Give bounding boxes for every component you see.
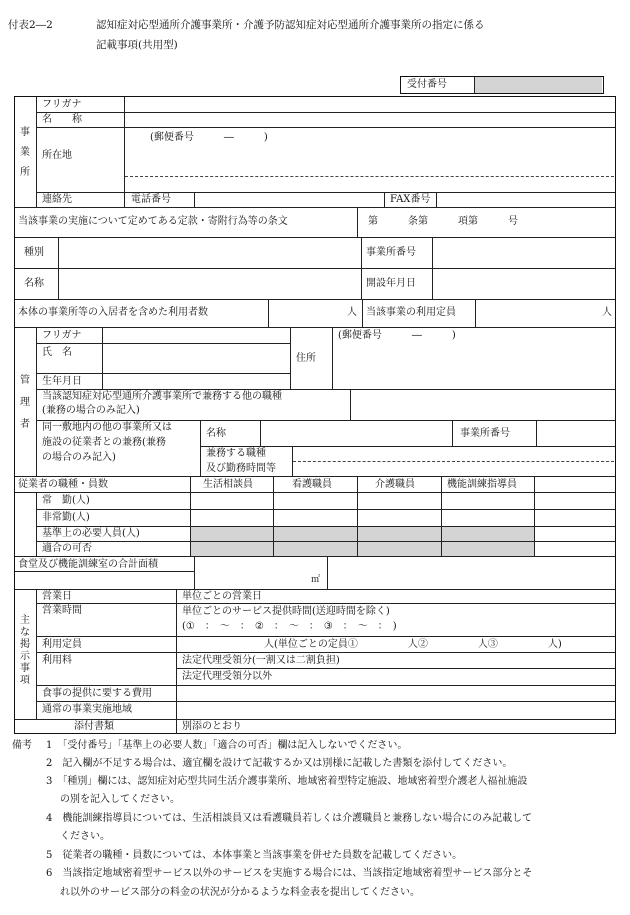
manager-section-label-3: 者 — [20, 419, 30, 430]
business-name-label: 名称 — [24, 278, 44, 289]
office-postal-code: (郵便番号 ― ) — [150, 132, 268, 143]
form-title-line1: 認知症対応型通所介護事業所・介護予防認知症対応型通所介護事業所の指定に係る — [96, 19, 485, 31]
staff-row-required: 基準上の必要人員(人) — [42, 528, 140, 539]
manager-postal-code: (郵便番号 ― ) — [338, 330, 456, 341]
business-days-value: 単位ごとの営業日 — [182, 591, 262, 602]
fee-label: 利用料 — [42, 655, 72, 666]
manager-section-label-2: 理 — [20, 397, 30, 408]
attachment-value: 別添のとおり — [182, 721, 242, 732]
receipt-number-label: 受付番号 — [407, 79, 447, 90]
manager-address-label: 住所 — [296, 353, 316, 364]
other-facility-label-3: の場合のみ記入) — [42, 452, 116, 463]
rules-label: 当該事業の実施について定めてある定款・寄附行為等の条文 — [18, 216, 288, 227]
rules-article: 第 条第 項第 号 — [368, 216, 518, 227]
office-phone-label: 電話番号 — [131, 194, 171, 205]
note-4a: 4 機能訓練指導員については、生活相談員又は看護職員若しくは介護職員と兼務しない場合にのみ記載して — [46, 813, 533, 824]
office-name-label: 名 称 — [42, 114, 82, 125]
office-section-label-3: 所 — [20, 167, 30, 178]
area-unit: ㎡ — [311, 575, 321, 585]
staff-row-parttime: 非常勤(人) — [42, 512, 90, 523]
office-fax-label: FAX番号 — [390, 194, 431, 205]
note-3a: 3 「種別」欄には、認知症対応型共同生活介護事業所、地域密着型特定施設、地域密着型介護老人福祉施設 — [46, 776, 528, 787]
capacity-item-value: 人(単位ごとの定員① 人② 人③ 人) — [264, 639, 562, 650]
staff-row-fulltime: 常 勤(人) — [42, 495, 90, 506]
area-label: 食堂及び機能訓練室の合計面積 — [18, 559, 158, 570]
note-1: 1 「受付番号」「基準上の必要人数」「適合の可否」欄は記入しないでください。 — [46, 740, 408, 751]
note-6b: れ以外のサービス部分の料金の状況が分かるような料金表を提出してください。 — [60, 887, 420, 898]
notes-head: 備考 — [12, 740, 32, 751]
note-5: 5 従業者の職種・員数については、本体事業と当該事業を併せた員数を記載してください。 — [46, 850, 463, 861]
business-days-label: 営業日 — [42, 591, 72, 602]
office-contact-label: 連絡先 — [42, 194, 72, 205]
items-section-label-5: 事 — [20, 663, 30, 674]
other-facility-label-1: 同一敷地内の他の事業所又は — [42, 422, 172, 433]
note-6a: 6 当該指定地域密着型サービス以外のサービスを実施する場合には、当該指定地域密着型サービス部分とそ — [46, 868, 533, 879]
form-title-line2: 記載事項(共用型) — [96, 39, 178, 51]
form-number: 付表2―2 — [8, 19, 53, 31]
other-role-label-2: 及び勤務時間等 — [206, 463, 276, 474]
manager-birth-label: 生年月日 — [42, 376, 82, 387]
items-section-label-6: 項 — [20, 675, 30, 686]
note-3b: の別を記入してください。 — [60, 794, 180, 805]
service-area-label: 通常の事業実施地域 — [42, 704, 132, 715]
manager-furigana-label: フリガナ — [42, 330, 82, 341]
items-section-label-2: な — [20, 627, 30, 638]
users-unit: 人 — [347, 307, 357, 318]
office-furigana-label: フリガナ — [42, 99, 82, 110]
other-facility-number-label: 事業所番号 — [460, 428, 510, 439]
staff-col-caregiver: 介護職員 — [375, 479, 415, 490]
manager-name-label: 氏 名 — [42, 347, 72, 358]
manager-concurrent-label-1: 当該認知症対応型通所介護事業所で兼務する他の職種 — [42, 391, 282, 402]
staff-col-counselor: 生活相談員 — [203, 479, 253, 490]
attachment-label: 添付書類 — [74, 721, 114, 732]
receipt-number-field[interactable] — [475, 77, 602, 93]
items-section-label: 主 — [20, 615, 30, 626]
other-facility-name-label: 名称 — [206, 428, 226, 439]
meal-cost-label: 食事の提供に要する費用 — [42, 688, 152, 699]
capacity-item-label: 利用定員 — [42, 639, 82, 650]
capacity-unit: 人 — [602, 307, 612, 318]
staff-row-compliance: 適合の可否 — [42, 543, 92, 554]
business-office-number-label: 事業所番号 — [366, 247, 416, 258]
note-4b: ください。 — [60, 831, 110, 842]
business-opening-date-label: 開設年月日 — [366, 278, 416, 289]
manager-concurrent-label-2: (兼務の場合のみ記入) — [42, 405, 140, 416]
business-hours-value-1: 単位ごとのサービス提供時間(送迎時間を除く) — [182, 606, 390, 617]
business-hours-label: 営業時間 — [42, 605, 82, 616]
fee-value-1: 法定代理受領分(一割又は二割負担) — [182, 655, 340, 666]
other-role-label-1: 兼務する職種 — [206, 448, 266, 459]
staff-col-nurse: 看護職員 — [292, 479, 332, 490]
capacity-label: 当該事業の利用定員 — [366, 307, 456, 318]
staff-header: 従業者の職種・員数 — [18, 479, 108, 490]
items-section-label-4: 示 — [20, 651, 30, 662]
office-section-label-2: 業 — [20, 147, 30, 158]
note-2: 2 記入欄が不足する場合は、適宜欄を設けて記載するか又は別様に記載した書類を添付してください。 — [46, 758, 513, 769]
staff-col-trainer: 機能訓練指導員 — [447, 479, 517, 490]
fee-value-2: 法定代理受領分以外 — [182, 671, 272, 682]
other-facility-label-2: 施設の従業者との兼務(兼務 — [42, 437, 166, 448]
business-hours-value-2: (① ： ～ ： ② ： ～ ： ③ ： ～ ： ) — [182, 621, 397, 632]
manager-section-label: 管 — [20, 375, 30, 386]
users-label: 本体の事業所等の入居者を含めた利用者数 — [18, 307, 208, 318]
office-section-label: 事 — [20, 127, 30, 138]
office-address-label: 所在地 — [42, 150, 72, 161]
business-type-label: 種別 — [24, 247, 44, 258]
items-section-label-3: 掲 — [20, 639, 30, 650]
